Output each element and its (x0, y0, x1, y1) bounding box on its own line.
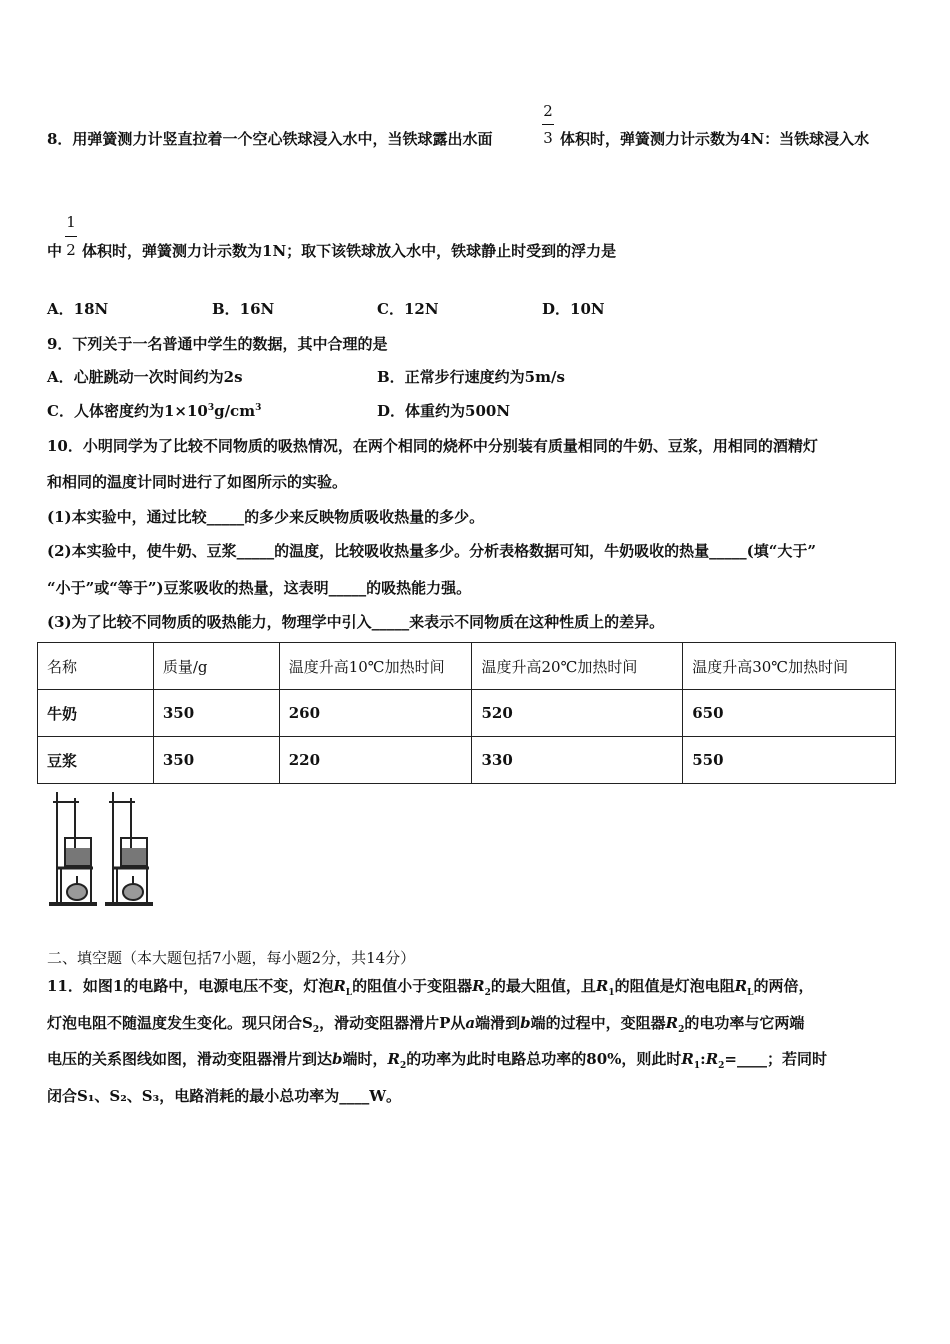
q11-sub-1: 1 (608, 988, 615, 998)
q9-option-c (47, 400, 261, 421)
q10-line2: 和相同的温度计同时进行了如图所示的实验。 (47, 473, 348, 491)
q8-text-part1: 8．用弹簧测力计竖直拉着一个空心铁球浸入水中，当铁球露出水面 (47, 130, 493, 148)
table-row (38, 690, 896, 737)
q11-symbol-R: R (595, 977, 609, 995)
q8-option-c: C．12N (377, 300, 439, 318)
table-cell: 豆浆 (38, 737, 154, 784)
q9-option-c-unit: g/cm (214, 402, 256, 420)
q9-option-d: D．体重约为500N (377, 402, 511, 420)
q11-symbol-R: R (333, 977, 346, 995)
q10-line1: 10．小明同学为了比较不同物质的吸热情况，在两个相同的烧杯中分别装有质量相同的牛奶、豆浆，用相同的酒精灯 (47, 437, 818, 455)
table-header-cell: 名称 (38, 643, 154, 690)
table-header-row (38, 643, 896, 690)
q11-colon: : (700, 1050, 706, 1068)
q8-line2b (82, 240, 616, 261)
q11-line1 (47, 975, 813, 998)
table-cell: 330 (472, 737, 683, 784)
q11-l1-a: 11．如图1的电路中，电源电压不变，灯泡 (47, 977, 334, 995)
q8-line2a (47, 240, 62, 261)
table-cell: 650 (683, 690, 896, 737)
q11-symbol-R: R (665, 1014, 679, 1032)
table-cell: 牛奶 (38, 690, 154, 737)
q11-line4: 闭合S₁、S₂、S₃，电路消耗的最小总功率为____W。 (47, 1087, 402, 1105)
heating-apparatus-figure (45, 790, 157, 910)
q11-symbol-R: R (472, 977, 485, 995)
q11-symbol-b: b (520, 1014, 531, 1032)
q8-option-a: A．18N (47, 300, 109, 318)
section-2-title: 二、填空题（本大题包括7小题，每小题2分，共14分） (47, 949, 416, 967)
q9-option-c-exp2: 3 (255, 403, 262, 413)
q11-l2-d: 端的过程中，变阻器 (530, 1014, 666, 1032)
frac2-numerator: 1 (66, 213, 76, 231)
q9-stem: 9．下列关于一名普通中学生的数据，其中合理的是 (47, 335, 388, 353)
q10-subquestion-2a: (2)本实验中，使牛奶、豆浆_____的温度，比较吸收热量多少。分析表格数据可知，牛奶吸收的热量_____(填“大于” (47, 542, 816, 560)
q10-subquestion-2b: “小于”或“等于”)豆浆吸收的热量，这表明_____的吸热能力强。 (47, 579, 472, 597)
q8-text-part2: 体积时，弹簧测力计示数为4N：当铁球浸入水 (560, 130, 870, 148)
table-header-cell: 温度升高30℃加热时间 (683, 643, 896, 690)
q11-line2 (47, 1012, 804, 1035)
heating-data-table (37, 642, 896, 784)
q11-sub-2: 2 (400, 1061, 407, 1071)
q11-l2-e: 的电功率与它两端 (684, 1014, 805, 1032)
q11-symbol-b: b (332, 1050, 343, 1068)
q11-l1-c: 的最大阻值，且 (490, 977, 596, 995)
q8-option-d: D．10N (542, 300, 605, 318)
table-header-cell: 质量/g (153, 643, 279, 690)
table-cell: 350 (153, 690, 279, 737)
q8-text-part4: 体积时，弹簧测力计示数为1N；取下该铁球放入水中，铁球静止时受到的浮力是 (82, 242, 617, 260)
table-cell: 260 (279, 690, 472, 737)
table-header-cell: 温度升高20℃加热时间 (472, 643, 683, 690)
table-cell: 520 (472, 690, 683, 737)
frac1-denominator: 3 (543, 129, 553, 147)
frac1-numerator: 2 (543, 102, 553, 120)
q11-symbol-R: R (734, 977, 748, 995)
q11-line3 (47, 1048, 827, 1071)
q11-sub-1: 1 (693, 1061, 701, 1071)
q9-option-c-pre: C．人体密度约为1×10 (47, 402, 208, 420)
q11-symbol-R: R (705, 1050, 719, 1068)
q11-l3-a: 电压的关系图线如图，滑动变阻器滑片到达 (47, 1050, 333, 1068)
q11-sub-2: 2 (312, 1025, 320, 1035)
q11-l2-c: 端滑到 (475, 1014, 521, 1032)
table-cell: 350 (153, 737, 279, 784)
frac2-denominator: 2 (66, 241, 76, 259)
q11-sub-2: 2 (484, 988, 491, 998)
q11-symbol-R: R (387, 1050, 400, 1068)
q11-l3-d: =____；若同时 (724, 1050, 827, 1068)
q11-symbol-a: a (465, 1014, 476, 1032)
q10-subquestion-3: (3)为了比较不同物质的吸热能力，物理学中引入_____来表示不同物质在这种性质上的差异。 (47, 613, 665, 631)
frac1-bar (542, 124, 554, 125)
table-cell: 220 (279, 737, 472, 784)
q11-l1-b: 的阻值小于变阻器 (352, 977, 473, 995)
q11-l3-b: 端时， (342, 1050, 388, 1068)
q8-text-part3: 中 (47, 242, 63, 260)
q11-symbol-R: R (681, 1050, 694, 1068)
q11-sub-L: L (747, 988, 754, 998)
q10-subquestion-1: (1)本实验中，通过比较_____的多少来反映物质吸收热量的多少。 (47, 508, 485, 526)
frac2-bar (65, 236, 77, 237)
q8-line1b (560, 128, 869, 149)
q11-l1-d: 的阻值是灯泡电阻 (614, 977, 735, 995)
q11-l3-c: 的功率为此时电路总功率的80%，则此时 (406, 1050, 682, 1068)
table-cell: 550 (683, 737, 896, 784)
q11-l1-e: 的两倍， (753, 977, 814, 995)
q8-line1 (47, 128, 492, 149)
q11-sub-L: L (345, 988, 353, 998)
table-row (38, 737, 896, 784)
q11-l2-b: ，滑动变阻器滑片P从 (319, 1014, 466, 1032)
table-header-cell: 温度升高10℃加热时间 (279, 643, 472, 690)
q8-option-b: B．16N (212, 300, 275, 318)
q9-option-c-exp1: 3 (207, 403, 215, 413)
q11-l2-a: 灯泡电阻不随温度发生变化。现只闭合S (47, 1014, 313, 1032)
q9-option-b: B．正常步行速度约为5m/s (377, 368, 565, 386)
q11-sub-2: 2 (678, 1025, 685, 1035)
q11-sub-2: 2 (718, 1061, 725, 1071)
q9-option-a: A．心脏跳动一次时间约为2s (47, 368, 243, 386)
